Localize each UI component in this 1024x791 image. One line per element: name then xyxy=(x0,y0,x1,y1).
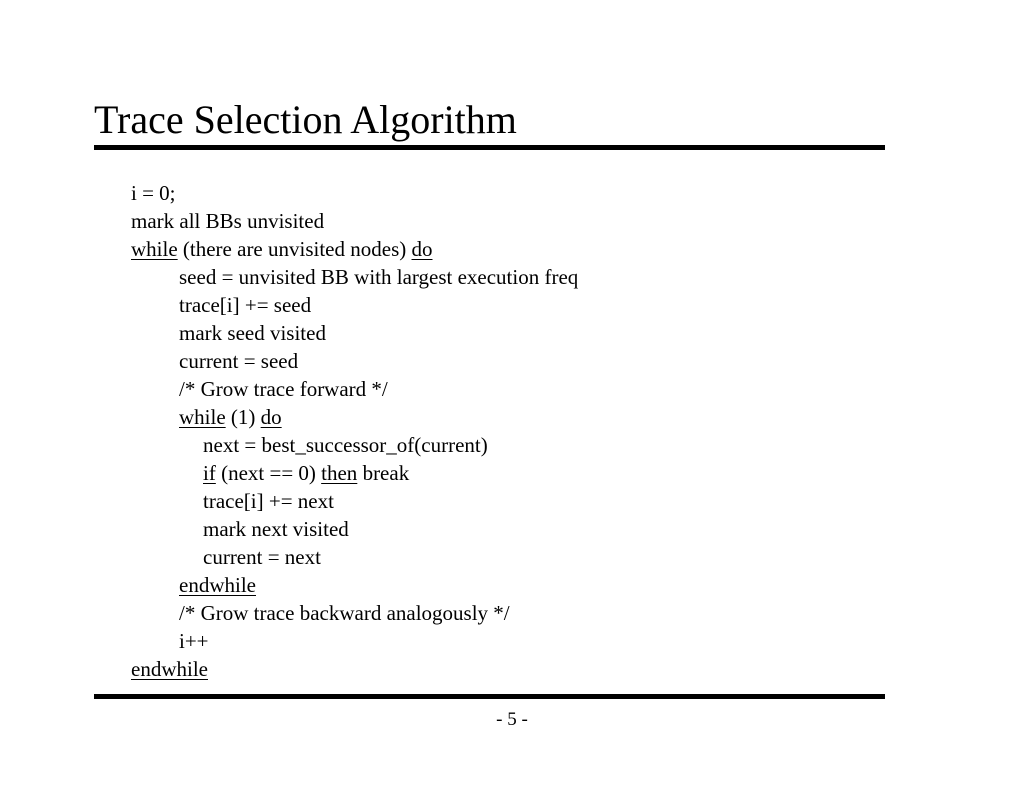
code-keyword: while xyxy=(131,237,178,261)
code-keyword: do xyxy=(260,405,282,429)
code-keyword: do xyxy=(411,237,433,261)
code-line xyxy=(131,179,176,207)
code-text: trace[i] += next xyxy=(203,489,334,513)
code-text: next = best_successor_of(current) xyxy=(203,433,488,457)
footer-divider xyxy=(94,694,885,699)
code-line xyxy=(179,375,388,403)
code-keyword: while xyxy=(179,405,226,429)
code-text: current = next xyxy=(203,545,321,569)
code-text: (there are unvisited nodes) xyxy=(177,237,412,261)
code-line xyxy=(203,487,334,515)
code-line xyxy=(131,655,208,683)
code-line xyxy=(131,207,324,235)
code-text: (1) xyxy=(225,405,261,429)
code-text: mark all BBs unvisited xyxy=(131,209,325,233)
code-text: i = 0; xyxy=(131,181,176,205)
code-line xyxy=(203,431,488,459)
code-keyword: then xyxy=(321,461,358,485)
code-line xyxy=(179,347,298,375)
code-text: (next == 0) xyxy=(215,461,322,485)
code-keyword: if xyxy=(203,461,216,485)
code-line xyxy=(179,403,282,431)
code-line xyxy=(203,459,409,487)
code-text: mark seed visited xyxy=(179,321,326,345)
code-line xyxy=(203,515,349,543)
slide-title: Trace Selection Algorithm xyxy=(94,97,517,142)
code-text: /* Grow trace backward analogously */ xyxy=(179,601,510,625)
code-text: /* Grow trace forward */ xyxy=(179,377,388,401)
code-line xyxy=(179,571,256,599)
code-text: i++ xyxy=(179,629,209,653)
code-keyword: endwhile xyxy=(179,573,256,597)
code-text: seed = unvisited BB with largest execution freq xyxy=(179,265,579,289)
code-text: break xyxy=(357,461,410,485)
code-text: current = seed xyxy=(179,349,299,373)
code-text: mark next visited xyxy=(203,517,349,541)
code-line xyxy=(203,543,321,571)
code-line xyxy=(131,235,433,263)
page-number: - 5 - xyxy=(496,709,528,730)
code-line xyxy=(179,291,311,319)
code-line xyxy=(179,263,578,291)
code-line xyxy=(179,627,209,655)
code-line xyxy=(179,319,326,347)
code-keyword: endwhile xyxy=(131,657,208,681)
code-line xyxy=(179,599,510,627)
code-text: trace[i] += seed xyxy=(179,293,312,317)
